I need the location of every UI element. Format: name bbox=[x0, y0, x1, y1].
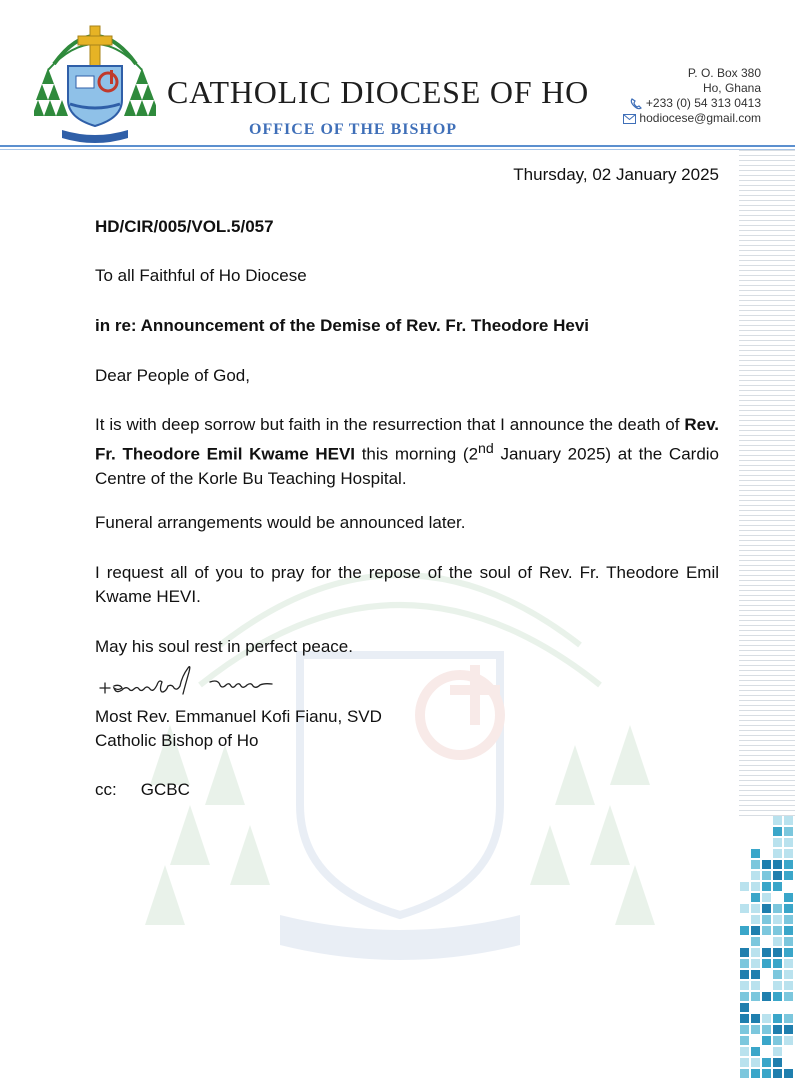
mosaic-tile bbox=[740, 893, 749, 902]
mosaic-tile bbox=[751, 970, 760, 979]
greeting: Dear People of God, bbox=[95, 366, 250, 385]
mosaic-tile bbox=[762, 1058, 771, 1067]
mosaic-tile bbox=[773, 959, 782, 968]
mosaic-tile bbox=[784, 926, 793, 935]
side-decorative-lines bbox=[739, 150, 795, 820]
mosaic-tile bbox=[784, 860, 793, 869]
mosaic-tile bbox=[751, 893, 760, 902]
addressee: To all Faithful of Ho Diocese bbox=[95, 266, 307, 285]
mosaic-tile bbox=[740, 915, 749, 924]
mosaic-tile bbox=[762, 959, 771, 968]
mosaic-tile bbox=[751, 992, 760, 1001]
mosaic-tile bbox=[784, 871, 793, 880]
mosaic-tile bbox=[762, 992, 771, 1001]
mosaic-tile bbox=[773, 937, 782, 946]
mosaic-tile bbox=[773, 904, 782, 913]
mosaic-tile bbox=[784, 948, 793, 957]
mosaic-tile bbox=[740, 1003, 749, 1012]
mosaic-tile bbox=[784, 937, 793, 946]
mosaic-tile bbox=[773, 1025, 782, 1034]
mosaic-tile bbox=[762, 871, 771, 880]
mosaic-tile bbox=[751, 1036, 760, 1045]
email-row bbox=[623, 111, 761, 126]
mosaic-tile bbox=[751, 948, 760, 957]
mosaic-tile bbox=[773, 871, 782, 880]
mosaic-tile bbox=[773, 827, 782, 836]
mosaic-tile bbox=[762, 882, 771, 891]
mosaic-tile bbox=[773, 860, 782, 869]
mosaic-tile bbox=[751, 1003, 760, 1012]
mosaic-tile bbox=[773, 1036, 782, 1045]
city: Ho, Ghana bbox=[702, 81, 761, 95]
mosaic-tile bbox=[762, 981, 771, 990]
mosaic-tile bbox=[762, 948, 771, 957]
mosaic-tile bbox=[784, 981, 793, 990]
mosaic-tile bbox=[784, 1069, 793, 1078]
mosaic-tile bbox=[784, 992, 793, 1001]
office-subtitle: OFFICE OF THE BISHOP bbox=[249, 121, 458, 138]
phone-row bbox=[623, 96, 761, 111]
mosaic-tile bbox=[740, 1069, 749, 1078]
signer-name: Most Rev. Emmanuel Kofi Fianu, SVD bbox=[95, 707, 382, 726]
signer-title: Catholic Bishop of Ho bbox=[95, 731, 259, 750]
mosaic-tile bbox=[762, 904, 771, 913]
diocese-crest-logo bbox=[34, 16, 156, 144]
mosaic-tile bbox=[751, 1025, 760, 1034]
mosaic-tile bbox=[740, 959, 749, 968]
mosaic-tile bbox=[751, 1058, 760, 1067]
mosaic-tile bbox=[784, 959, 793, 968]
closing-line: May his soul rest in perfect peace. bbox=[95, 637, 353, 656]
mosaic-tile bbox=[740, 970, 749, 979]
mosaic-tile bbox=[773, 915, 782, 924]
mosaic-tile bbox=[773, 992, 782, 1001]
mosaic-tile bbox=[762, 937, 771, 946]
mosaic-tile bbox=[762, 1069, 771, 1078]
mosaic-tile bbox=[773, 1014, 782, 1023]
email-address[interactable]: hodiocese@gmail.com bbox=[639, 111, 761, 125]
mosaic-tile bbox=[740, 926, 749, 935]
mosaic-tile bbox=[784, 1036, 793, 1045]
mosaic-tile bbox=[773, 1003, 782, 1012]
mosaic-tile bbox=[751, 860, 760, 869]
mosaic-tile bbox=[740, 1036, 749, 1045]
phone-icon bbox=[630, 98, 643, 110]
phone-number: +233 (0) 54 313 0413 bbox=[645, 96, 761, 110]
mosaic-tile bbox=[784, 816, 793, 825]
mosaic-tile bbox=[784, 970, 793, 979]
mosaic-tile bbox=[784, 1025, 793, 1034]
header-rule-thin bbox=[0, 149, 795, 150]
mosaic-tile bbox=[784, 1003, 793, 1012]
para1-part2: this morning (2 bbox=[355, 444, 479, 464]
mosaic-tile bbox=[762, 849, 771, 858]
mosaic-tile bbox=[773, 981, 782, 990]
mosaic-tile bbox=[751, 981, 760, 990]
mosaic-tile bbox=[740, 904, 749, 913]
mosaic-tile bbox=[740, 992, 749, 1001]
mosaic-tile bbox=[784, 915, 793, 924]
mosaic-tile bbox=[773, 849, 782, 858]
mosaic-tile bbox=[762, 1047, 771, 1056]
mosaic-tile bbox=[784, 1014, 793, 1023]
mosaic-tile bbox=[751, 1069, 760, 1078]
mosaic-tile bbox=[762, 926, 771, 935]
mosaic-tile bbox=[751, 1047, 760, 1056]
mosaic-tile bbox=[773, 948, 782, 957]
mosaic-tile bbox=[784, 827, 793, 836]
mosaic-tile bbox=[740, 937, 749, 946]
subject-line: in re: Announcement of the Demise of Rev. Fr. Theodore Hevi bbox=[95, 316, 590, 335]
mosaic-tile bbox=[751, 849, 760, 858]
mosaic-tile bbox=[784, 1047, 793, 1056]
envelope-icon bbox=[623, 113, 636, 125]
handwritten-signature bbox=[98, 662, 294, 702]
mosaic-tile bbox=[740, 1014, 749, 1023]
mosaic-tile bbox=[740, 1025, 749, 1034]
mosaic-tile bbox=[762, 1036, 771, 1045]
mosaic-tile bbox=[740, 1047, 749, 1056]
mosaic-tile bbox=[773, 1058, 782, 1067]
mosaic-tile bbox=[784, 838, 793, 847]
cc-line bbox=[95, 778, 719, 802]
po-box: P. O. Box 380 bbox=[687, 66, 761, 80]
prayer-request-paragraph: I request all of you to pray for the repose of the soul of Rev. Fr. Theodore Emil Kwame HEVI. bbox=[95, 563, 719, 606]
mosaic-tile bbox=[751, 904, 760, 913]
mosaic-tile bbox=[740, 882, 749, 891]
mosaic-tile bbox=[762, 970, 771, 979]
mosaic-tile bbox=[762, 860, 771, 869]
contact-block bbox=[623, 66, 761, 126]
cc-label: cc: bbox=[95, 780, 117, 799]
mosaic-tile bbox=[773, 882, 782, 891]
header-rule bbox=[0, 145, 795, 147]
para1-part1: It is with deep sorrow but faith in the resurrection that I announce the death of bbox=[95, 415, 685, 434]
mosaic-tile bbox=[762, 1003, 771, 1012]
mosaic-tile bbox=[751, 871, 760, 880]
mosaic-tile bbox=[740, 1058, 749, 1067]
mosaic-tile bbox=[762, 1025, 771, 1034]
mosaic-tile bbox=[762, 1014, 771, 1023]
mosaic-tile bbox=[740, 981, 749, 990]
mosaic-tile bbox=[762, 915, 771, 924]
para1-part3: January 2025) at the Cardio Centre of the Korle Bu Teaching Hospital. bbox=[95, 444, 719, 488]
funeral-paragraph: Funeral arrangements would be announced later. bbox=[95, 513, 466, 532]
mosaic-tile bbox=[773, 1069, 782, 1078]
mosaic-tile bbox=[784, 882, 793, 891]
deceased-name: Rev. Fr. Theodore Emil Kwame HEVI bbox=[95, 415, 719, 464]
mosaic-tile bbox=[784, 893, 793, 902]
announcement-paragraph bbox=[95, 413, 719, 491]
mosaic-tile bbox=[751, 1014, 760, 1023]
mosaic-tile bbox=[751, 926, 760, 935]
mosaic-tile bbox=[784, 849, 793, 858]
cc-recipient: GCBC bbox=[140, 780, 190, 799]
mosaic-tile bbox=[773, 893, 782, 902]
mosaic-tile bbox=[784, 904, 793, 913]
mosaic-tile bbox=[751, 959, 760, 968]
mosaic-tile bbox=[784, 1058, 793, 1067]
mosaic-tile bbox=[740, 948, 749, 957]
mosaic-tile bbox=[773, 1047, 782, 1056]
mosaic-tile bbox=[762, 893, 771, 902]
letter-date: Thursday, 02 January 2025 bbox=[513, 165, 719, 184]
mosaic-decoration bbox=[739, 815, 795, 1080]
mosaic-tile bbox=[773, 926, 782, 935]
reference-number: HD/CIR/005/VOL.5/057 bbox=[95, 217, 274, 236]
mosaic-tile bbox=[751, 882, 760, 891]
mosaic-tile bbox=[751, 915, 760, 924]
para1-superscript: nd bbox=[478, 441, 494, 457]
mosaic-tile bbox=[773, 816, 782, 825]
mosaic-tile bbox=[751, 937, 760, 946]
mosaic-tile bbox=[773, 970, 782, 979]
diocese-title: CATHOLIC DIOCESE OF HO bbox=[167, 74, 590, 110]
mosaic-tile bbox=[773, 838, 782, 847]
